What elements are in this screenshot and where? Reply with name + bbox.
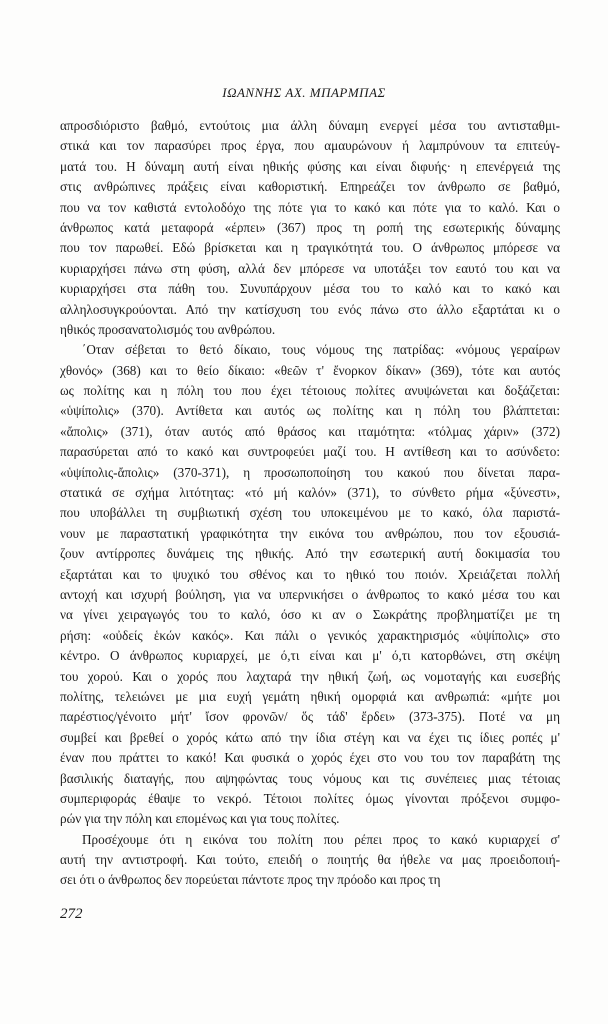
text-line: Προσέχουμε ότι η εικόνα του πολίτη που ρέπει προς το κακό κυριαρχεί σ' bbox=[82, 831, 560, 847]
page-number: 272 bbox=[60, 906, 83, 922]
running-head: ΙΩΑΝΝΗΣ ΑΧ. ΜΠΑΡΜΠΑΣ bbox=[222, 85, 386, 100]
text-line: κυριαρχήσει πάνω στη φύση, αλλά δεν μπόρεσε να υποτάξει τον εαυτό του και να bbox=[60, 260, 560, 276]
text-line: «ὑψίπολις» (370). Αντίθετα και αυτός ως πολίτης και η πόλη του βλάπτεται: bbox=[60, 403, 560, 419]
text-line: πολίτης, τελειώνει με μια ευχή γεμάτη ηθική ομορφιά και ανθρωπιά: «μήτε μοι bbox=[60, 688, 560, 704]
text-line: ως πολίτης και η πόλη του που έχει τέτοιους πολίτες ανυψώνεται και δοξάζεται: bbox=[60, 383, 560, 399]
text-line: κυριαρχήσει στα πάθη του. Συνυπάρχουν μέσα του το καλό και το κακό και bbox=[60, 281, 560, 297]
text-line: αλληλοσυγκρούονται. Από την κατίσχυση του ενός πάνω στο άλλο εξαρτάται κι ο bbox=[60, 301, 560, 317]
text-line: που να τον καθιστά εντολοδόχο της πότε για το κακό και πότε για το καλό. Και ο bbox=[60, 199, 560, 215]
text-line: συμπεριφοράς έθαψε το νεκρό. Τέτοιοι πολίτες όμως γίνονται πρόξενοι συμφο- bbox=[60, 790, 560, 806]
body-text bbox=[60, 116, 560, 891]
text-line: που υποβάλλει τη συμβιωτική σχέση του υποκειμένου με το κακό, όλα παριστά- bbox=[60, 505, 560, 521]
text-line: παρασύρεται από το κακό και συντροφεύει μαζί του. Η αντίθεση και το ασύνδετο: bbox=[60, 444, 560, 460]
text-line: νουν με παραστατική γραφικότητα την εικόνα του ανθρώπου, που τον εξουσιά- bbox=[60, 525, 560, 541]
text-line: ρών για την πόλη και επομένως και για τους πολίτες. bbox=[60, 811, 340, 827]
text-line: παρέστιος/γένοιτο μήτ' ἴσον φρονῶν/ ὅς τάδ' ἔρδει» (373-375). Ποτέ να μη bbox=[60, 709, 560, 725]
text-line: εξαρτάται και το ψυχικό του σθένος και το ηθικό του ποιόν. Χρειάζεται πολλή bbox=[60, 566, 560, 582]
text-line: που τον παρωθεί. Εδώ βρίσκεται και η τραγικότητά του. Ο άνθρωπος μπόρεσε να bbox=[60, 240, 560, 256]
text-line: ματά του. Η δύναμη αυτή είναι ηθικής φύσης και είναι διφυής· η επενέργειά της bbox=[60, 158, 560, 174]
paragraph bbox=[60, 116, 560, 340]
text-line: αντοχή και ισχυρή βούληση, για να υπερνικήσει ο άνθρωπος το κακό μέσα του και bbox=[60, 586, 560, 602]
text-line: αυτή την αντιστροφή. Και τούτο, επειδή ο ποιητής θα ήθελε να μας προειδοποιή- bbox=[60, 852, 560, 868]
text-line: χθονός» (368) και το θείο δίκαιο: «θεῶν τ' ἔνορκον δίκαν» (369), τότε και αυτός bbox=[60, 362, 560, 378]
text-line: στατικά σε σχήμα λιτότητας: «τό μή καλόν» (371), το σύνθετο ρήμα «ξύνεστι», bbox=[60, 485, 560, 501]
text-line: απροσδιόριστο βαθμό, εντούτοις μια άλλη δύναμη ενεργεί μέσα του αντισταθμι- bbox=[60, 118, 560, 133]
text-line: του χορού. Και ο χορός που λαχταρά την ηθική ζωή, ως νομοταγής και ευσεβής bbox=[60, 668, 560, 684]
text-line: να γίνει χειραγωγός του το καλό, όσο κι αν ο Σωκράτης προβληματίζει με τη bbox=[60, 607, 560, 623]
text-line: «ὑψίπολις-ἄπολις» (370-371), η προσωποποίηση του κακού που δίνεται παρα- bbox=[60, 464, 560, 480]
text-line: κέντρο. Ο άνθρωπος κυριαρχεί, με ό,τι είναι και μ' ό,τι κατορθώνει, στη σκέψη bbox=[60, 648, 560, 664]
text-line: «ἄπολις» (371), όταν αυτός από θράσος και ιταμότητα: «τόλμας χάριν» (372) bbox=[60, 423, 560, 439]
text-line: σει ότι ο άνθρωπος δεν πορεύεται πάντοτε προς την πρόοδο και προς τη bbox=[60, 872, 441, 888]
text-line: ζουν αντίρροπες δυνάμεις της ηθικής. Από την εσωτερική αυτή δοκιμασία του bbox=[60, 546, 560, 562]
text-line: βασιλικής διαταγής, που αψηφώντας τους νόμους και τις συνέπειες μιας τέτοιας bbox=[60, 770, 560, 786]
text-line: στικά και τον παρασύρει προς έργα, που αμαυρώνουν ή λαμπρύνουν τα επιτεύγ- bbox=[60, 138, 560, 154]
paragraph bbox=[60, 830, 560, 891]
text-line: ηθικός προσανατολισμός του ανθρώπου. bbox=[60, 321, 276, 337]
paragraph bbox=[60, 340, 560, 829]
text-line: έναν που πράττει το κακό! Και φυσικά ο χορός έχει στο νου του τον παραβάτη της bbox=[60, 750, 560, 766]
text-line: ρήση: «οὐδείς ἑκών κακός». Και πάλι ο γενικός χαρακτηρισμός «ὑψίπολις» στο bbox=[60, 627, 560, 643]
text-line: συμβεί και βρεθεί ο χορός κάτω από την ίδια στέγη και να έχει τις ίδιες ροπές μ' bbox=[60, 729, 560, 745]
text-line: ΄Οταν σέβεται το θετό δίκαιο, τους νόμους της πατρίδας: «νόμους γεραίρων bbox=[82, 342, 560, 358]
text-line: άνθρωπος κατά μεταφορά «έρπει» (367) προς τη ροπή της εσωτερικής δύναμης bbox=[60, 219, 560, 235]
text-line: στις ανθρώπινες πράξεις είναι καθοριστική. Επηρεάζει τον άνθρωπο σε βαθμό, bbox=[60, 179, 560, 195]
